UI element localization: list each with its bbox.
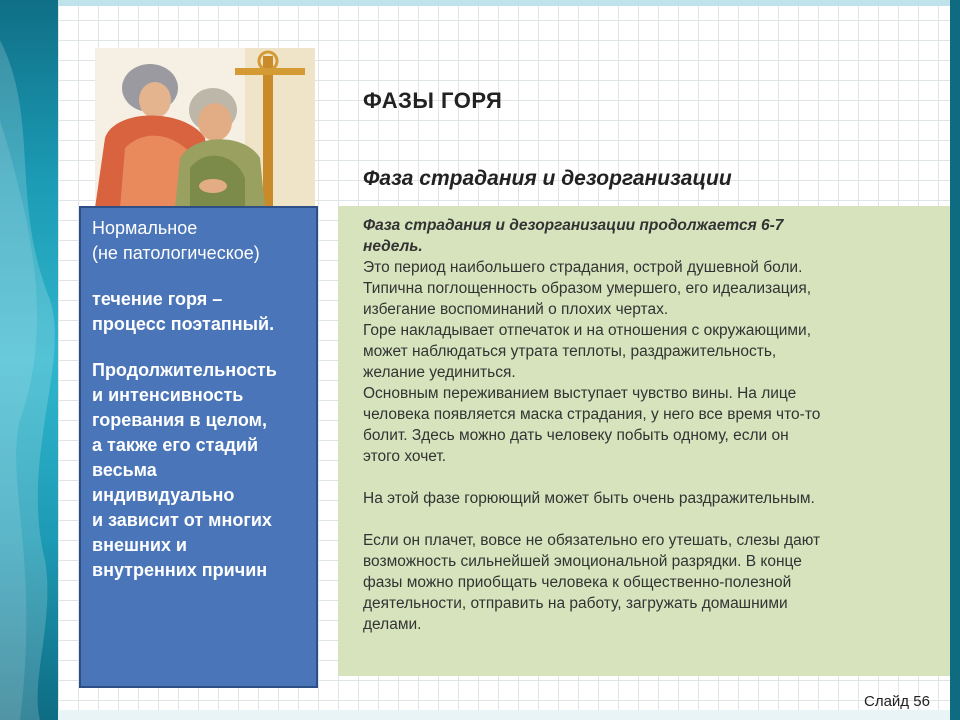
description-lead: Фаза страдания и дезорганизации продолжается 6-7 <box>363 217 784 234</box>
page-title: ФАЗЫ ГОРЯ <box>363 88 503 113</box>
summary-line: а также его стадий <box>92 435 259 455</box>
summary-line: (не патологическое) <box>92 243 260 263</box>
right-rule <box>950 0 960 720</box>
summary-line: и интенсивность <box>92 385 244 405</box>
slide-number: Слайд 56 <box>864 693 930 710</box>
summary-line: процесс поэтапный. <box>92 314 275 334</box>
description-line: Основным переживанием выступает чувство вины. На лице <box>363 385 797 402</box>
description-line: может наблюдаться утрата теплоты, раздражительность, <box>363 343 777 360</box>
description-line: желание уединиться. <box>363 364 516 381</box>
summary-line: Продолжительность <box>92 360 277 380</box>
summary-line: и зависит от многих <box>92 510 272 530</box>
summary-line: весьма <box>92 460 157 480</box>
description-box <box>338 206 950 676</box>
bottom-rule <box>58 710 950 720</box>
description-line: этого хочет. <box>363 448 447 465</box>
summary-line: внутренних причин <box>92 560 268 580</box>
grieving-couple-illustration-icon <box>95 48 315 208</box>
summary-line: внешних и <box>92 535 187 555</box>
description-line: делами. <box>363 616 422 633</box>
summary-line: Нормальное <box>92 218 198 238</box>
summary-line: индивидуально <box>92 485 235 505</box>
description-line: болит. Здесь можно дать человеку побыть одному, если он <box>363 427 789 444</box>
description-lead: недель. <box>363 238 423 255</box>
wave-decoration-icon <box>0 0 58 720</box>
description-line: Это период наибольшего страдания, острой душевной боли. <box>363 259 803 276</box>
description-line: фазы можно приобщать человека к общественно-полезной <box>363 574 792 591</box>
description-line: Если он плачет, вовсе не обязательно его утешать, слезы дают <box>363 532 821 549</box>
top-rule <box>58 0 950 6</box>
description-line: избегание воспоминаний о плохих чертах. <box>363 301 669 318</box>
description-line: Типична поглощенность образом умершего, его идеализация, <box>363 280 812 297</box>
summary-box <box>79 206 318 688</box>
description-line: деятельности, отправить на работу, загружать домашними <box>363 595 788 612</box>
description-line: На этой фазе горюющий может быть очень раздражительным. <box>363 490 815 507</box>
description-line: Горе накладывает отпечаток и на отношения с окружающими, <box>363 322 812 339</box>
summary-line: течение горя – <box>92 289 223 309</box>
summary-line: горевания в целом, <box>92 410 267 430</box>
description-line: человека появляется маска страдания, у него все время что-то <box>363 406 821 423</box>
description-line: возможность сильнейшей эмоциональной разрядки. В конце <box>363 553 802 570</box>
section-subtitle: Фаза страдания и дезорганизации <box>363 167 732 190</box>
